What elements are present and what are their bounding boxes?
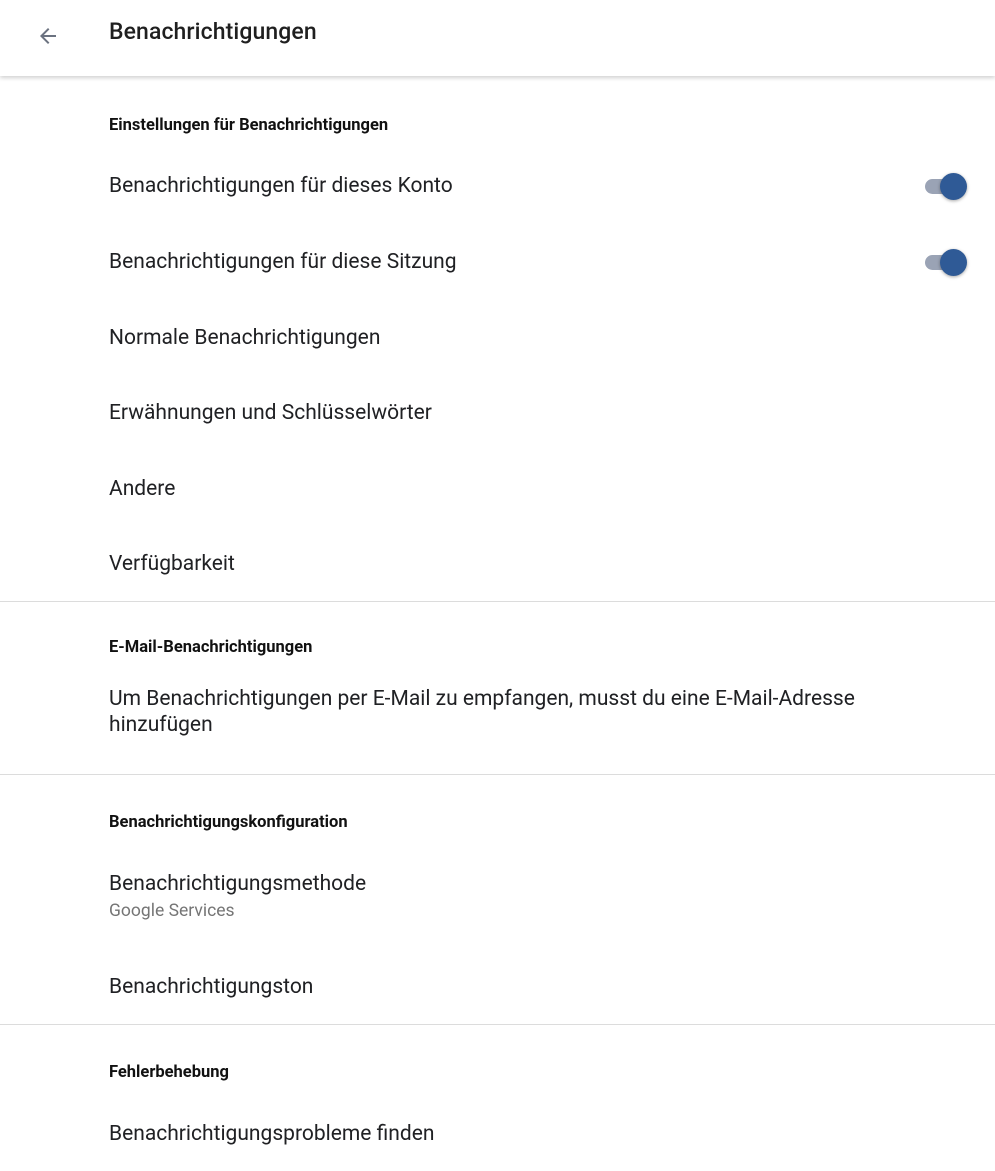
session-notifications-switch[interactable]	[923, 247, 967, 277]
pref-title: Andere	[109, 477, 176, 501]
arrow-left-icon	[36, 24, 60, 48]
pref-availability[interactable]	[0, 526, 995, 602]
pref-title: Benachrichtigungston	[109, 975, 314, 999]
pref-title: Um Benachrichtigungen per E-Mail zu empfangen, musst du eine E-Mail-Adresse hinzufügen	[109, 687, 855, 737]
account-notifications-switch[interactable]	[923, 171, 967, 201]
pref-notification-method[interactable]	[0, 859, 995, 949]
pref-title: Benachrichtigungen für dieses Konto	[109, 174, 453, 198]
pref-email-info[interactable]	[0, 686, 995, 762]
pref-summary: Google Services	[109, 901, 235, 921]
pref-title: Benachrichtigungen für diese Sitzung	[109, 250, 457, 274]
pref-title: Verfügbarkeit	[109, 552, 235, 576]
pref-title: Benachrichtigungsmethode	[109, 872, 367, 896]
pref-notification-sound[interactable]	[0, 949, 995, 1025]
pref-normal-notifications[interactable]	[0, 300, 995, 376]
pref-mentions-keywords[interactable]	[0, 375, 995, 451]
switch-thumb	[940, 249, 967, 276]
section-header: E-Mail-Benachrichtigungen	[109, 638, 313, 657]
page-title: Benachrichtigungen	[109, 18, 317, 45]
section-troubleshooting	[0, 1024, 995, 1170]
section-notification-settings	[0, 78, 995, 601]
pref-find-problems[interactable]	[0, 1097, 995, 1171]
section-email-notifications	[0, 601, 995, 774]
pref-account-notifications[interactable]	[0, 148, 995, 224]
section-notification-configuration	[0, 774, 995, 1024]
section-header: Benachrichtigungskonfiguration	[109, 813, 348, 832]
switch-thumb	[940, 173, 967, 200]
pref-title: Benachrichtigungsprobleme finden	[109, 1122, 435, 1146]
app-bar	[0, 0, 995, 76]
section-header: Fehlerbehebung	[109, 1063, 229, 1082]
pref-session-notifications[interactable]	[0, 224, 995, 300]
back-button[interactable]	[26, 14, 70, 58]
pref-title: Normale Benachrichtigungen	[109, 326, 381, 350]
pref-other[interactable]	[0, 451, 995, 527]
section-header: Einstellungen für Benachrichtigungen	[109, 116, 389, 135]
settings-list	[0, 78, 995, 1170]
pref-title: Erwähnungen und Schlüsselwörter	[109, 401, 432, 425]
